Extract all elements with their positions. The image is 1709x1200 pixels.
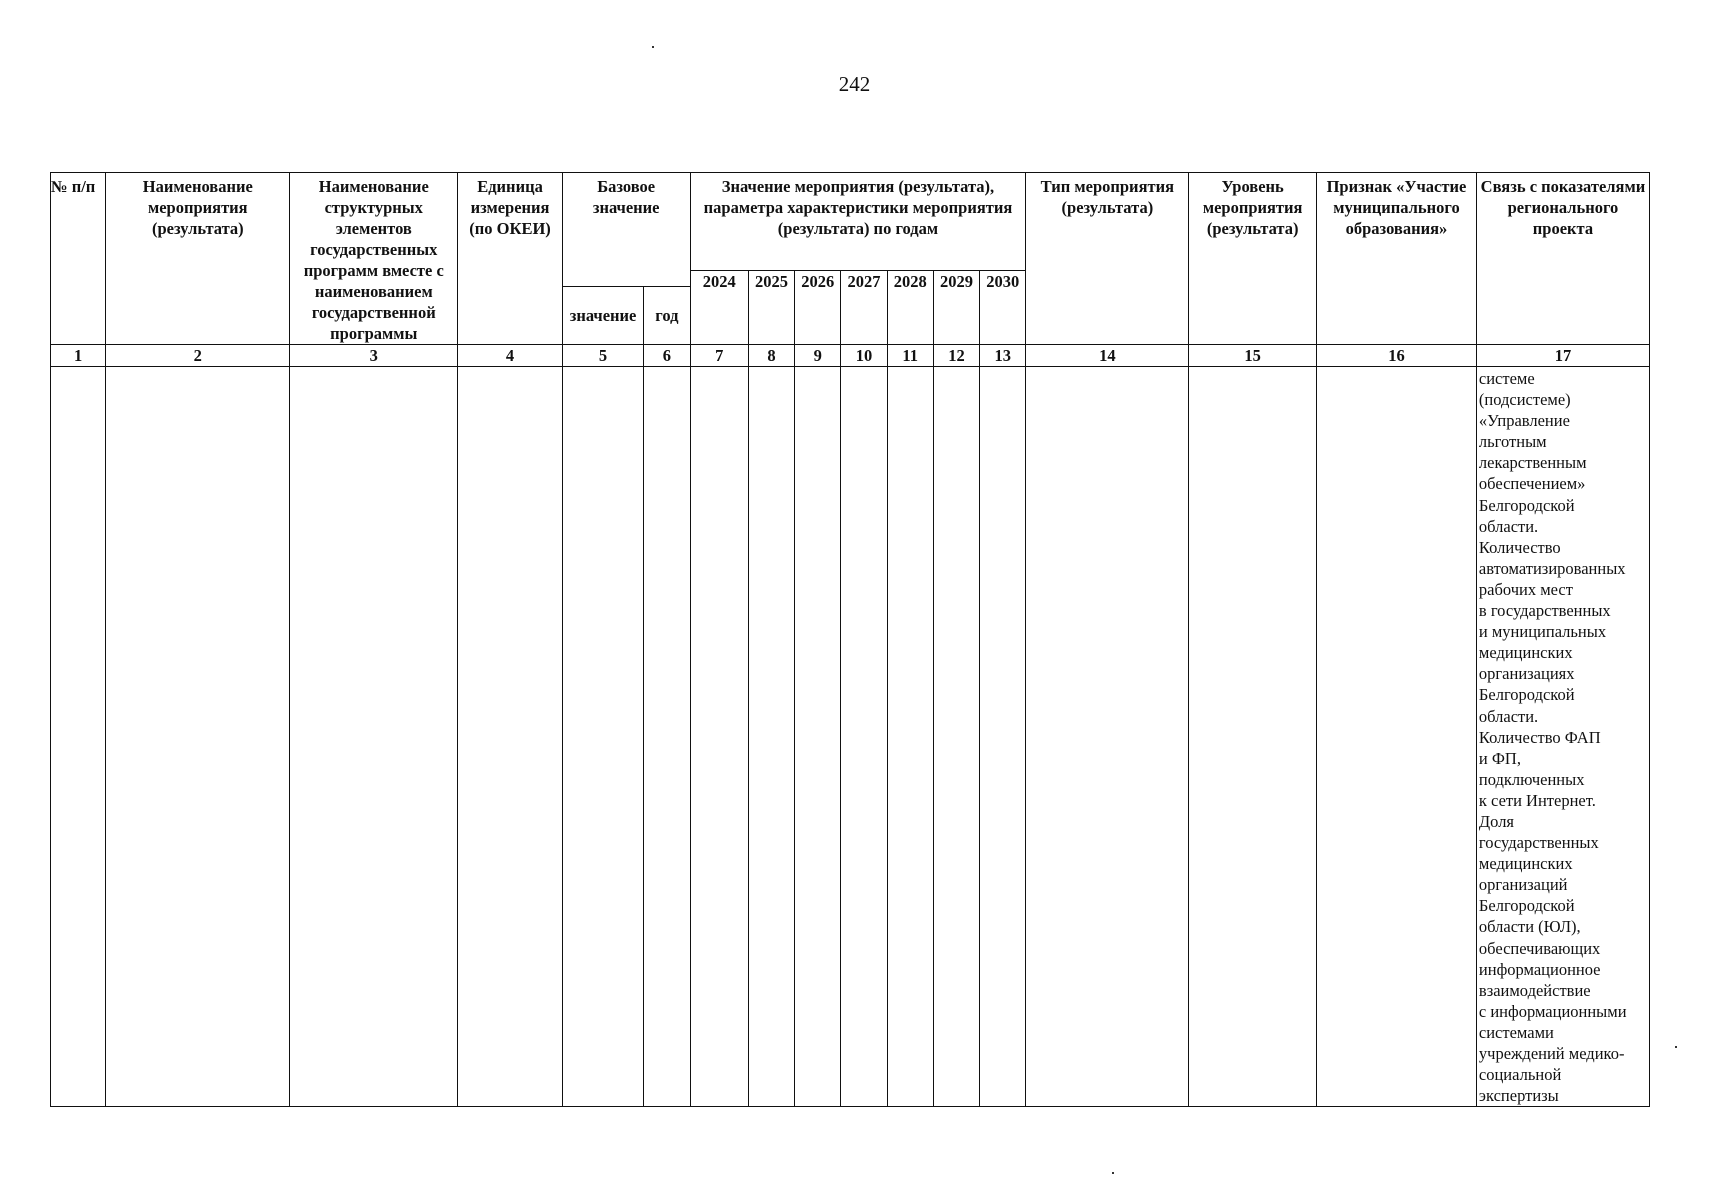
cell-event-level — [1189, 367, 1317, 1107]
cell-regional-link — [1476, 367, 1649, 1107]
regional-link-text-line: системами — [1478, 1022, 1554, 1042]
column-number: 9 — [795, 345, 841, 367]
header-base-year-sub: год — [644, 287, 690, 345]
regional-link-text-line: к сети Интернет. — [1478, 790, 1596, 810]
cell-year-2026 — [795, 367, 841, 1107]
column-number: 7 — [690, 345, 748, 367]
header-values-by-year: Значение мероприятия (результата), параметра характеристики мероприятия (результата) по годам — [690, 173, 1026, 271]
regional-link-text-line: подключенных — [1478, 769, 1585, 789]
column-number: 12 — [933, 345, 979, 367]
column-number: 14 — [1026, 345, 1189, 367]
column-number: 6 — [644, 345, 690, 367]
header-municipal-participation: Признак «Участие муниципального образования» — [1317, 173, 1477, 345]
regional-link-text-line: области. — [1478, 516, 1539, 536]
regional-link-text-line: рабочих мест — [1478, 579, 1573, 599]
header-row-1 — [51, 173, 1650, 271]
header-base-spacer — [562, 270, 690, 287]
header-year-2025: 2025 — [748, 270, 794, 345]
regional-link-text-line: взаимодействие — [1478, 980, 1591, 1000]
regional-link-text-line: организациях — [1478, 664, 1575, 684]
cell-year-2029 — [933, 367, 979, 1107]
events-table — [50, 172, 1650, 1107]
header-structural-elements: Наименование структурных элементов государственных программ вместе с наименованием государственной программы — [290, 173, 458, 345]
column-number: 16 — [1317, 345, 1477, 367]
cell-year-2024 — [690, 367, 748, 1107]
regional-link-text-line: Белгородской — [1478, 495, 1575, 515]
regional-link-text-line: и муниципальных — [1478, 622, 1607, 642]
regional-link-text-line: «Управление — [1478, 411, 1570, 431]
regional-link-text-line: обеспечивающих — [1478, 938, 1601, 958]
header-event-level: Уровень мероприятия (результата) — [1189, 173, 1317, 345]
cell-base-year — [644, 367, 690, 1107]
column-number: 13 — [980, 345, 1026, 367]
header-year-2028: 2028 — [887, 270, 933, 345]
cell-event-type — [1026, 367, 1189, 1107]
cell-year-2027 — [841, 367, 887, 1107]
cell-base-value — [562, 367, 643, 1107]
cell-municipal-participation — [1317, 367, 1477, 1107]
cell-year-2030 — [980, 367, 1026, 1107]
regional-link-text-line: (подсистеме) — [1478, 390, 1571, 410]
scan-speck — [652, 46, 654, 48]
scan-speck — [1675, 1046, 1677, 1048]
regional-link-text-line: организаций — [1478, 875, 1568, 895]
regional-link-text-line: экспертизы — [1478, 1086, 1559, 1106]
header-year-2030: 2030 — [980, 270, 1026, 345]
regional-link-text-line: Белгородской — [1478, 685, 1575, 705]
column-number: 15 — [1189, 345, 1317, 367]
header-year-2024: 2024 — [690, 270, 748, 345]
header-year-2027: 2027 — [841, 270, 887, 345]
header-regional-link: Связь с показателями регионального проекта — [1476, 173, 1649, 345]
regional-link-text-line: информационное — [1478, 959, 1601, 979]
scan-speck — [1112, 1172, 1114, 1174]
cell-number — [51, 367, 106, 1107]
column-number: 10 — [841, 345, 887, 367]
regional-link-text-line: в государственных — [1478, 601, 1611, 621]
regional-link-text-line: области. — [1478, 706, 1539, 726]
column-number: 5 — [562, 345, 643, 367]
regional-link-text-line: Количество — [1478, 537, 1561, 557]
header-unit: Единица измерения (по ОКЕИ) — [458, 173, 563, 345]
column-number: 3 — [290, 345, 458, 367]
column-numbers-row — [51, 345, 1650, 367]
regional-link-text-line: социальной — [1478, 1065, 1562, 1085]
header-number: № п/п — [51, 173, 106, 345]
header-base-value: Базовое значение — [562, 173, 690, 271]
cell-unit — [458, 367, 563, 1107]
regional-link-text-line: автоматизированных — [1478, 558, 1626, 578]
column-number: 17 — [1476, 345, 1649, 367]
cell-year-2028 — [887, 367, 933, 1107]
regional-link-text-line: обеспечением» — [1478, 474, 1586, 494]
regional-link-text-line: льготным — [1478, 432, 1547, 452]
regional-link-text-line: системе — [1478, 369, 1535, 388]
cell-year-2025 — [748, 367, 794, 1107]
column-number: 11 — [887, 345, 933, 367]
regional-link-text-line: Белгородской — [1478, 896, 1575, 916]
column-number: 4 — [458, 345, 563, 367]
header-year-2026: 2026 — [795, 270, 841, 345]
header-event-type: Тип мероприятия (результата) — [1026, 173, 1189, 345]
page-number: 242 — [838, 72, 871, 96]
regional-link-text-line: учреждений медико- — [1478, 1044, 1625, 1063]
cell-event-name — [106, 367, 290, 1107]
regional-link-text-line: и ФП, — [1478, 748, 1521, 768]
header-base-value-sub: значение — [562, 287, 643, 345]
table-row — [51, 367, 1650, 1107]
regional-link-text-line: государственных — [1478, 833, 1599, 853]
regional-link-text-line: области (ЮЛ), — [1478, 917, 1581, 937]
regional-link-text-line: медицинских — [1478, 643, 1573, 663]
column-number: 2 — [106, 345, 290, 367]
column-number: 8 — [748, 345, 794, 367]
cell-structural-elements — [290, 367, 458, 1107]
regional-link-text-line: Доля — [1478, 811, 1515, 831]
regional-link-text-line: лекарственным — [1478, 453, 1587, 473]
regional-link-text-line: медицинских — [1478, 854, 1573, 874]
regional-link-text-line: с информационными — [1478, 1001, 1627, 1021]
regional-link-text-line: Количество ФАП — [1478, 727, 1601, 747]
header-event-name: Наименование мероприятия (результата) — [106, 173, 290, 345]
column-number: 1 — [51, 345, 106, 367]
header-year-2029: 2029 — [933, 270, 979, 345]
